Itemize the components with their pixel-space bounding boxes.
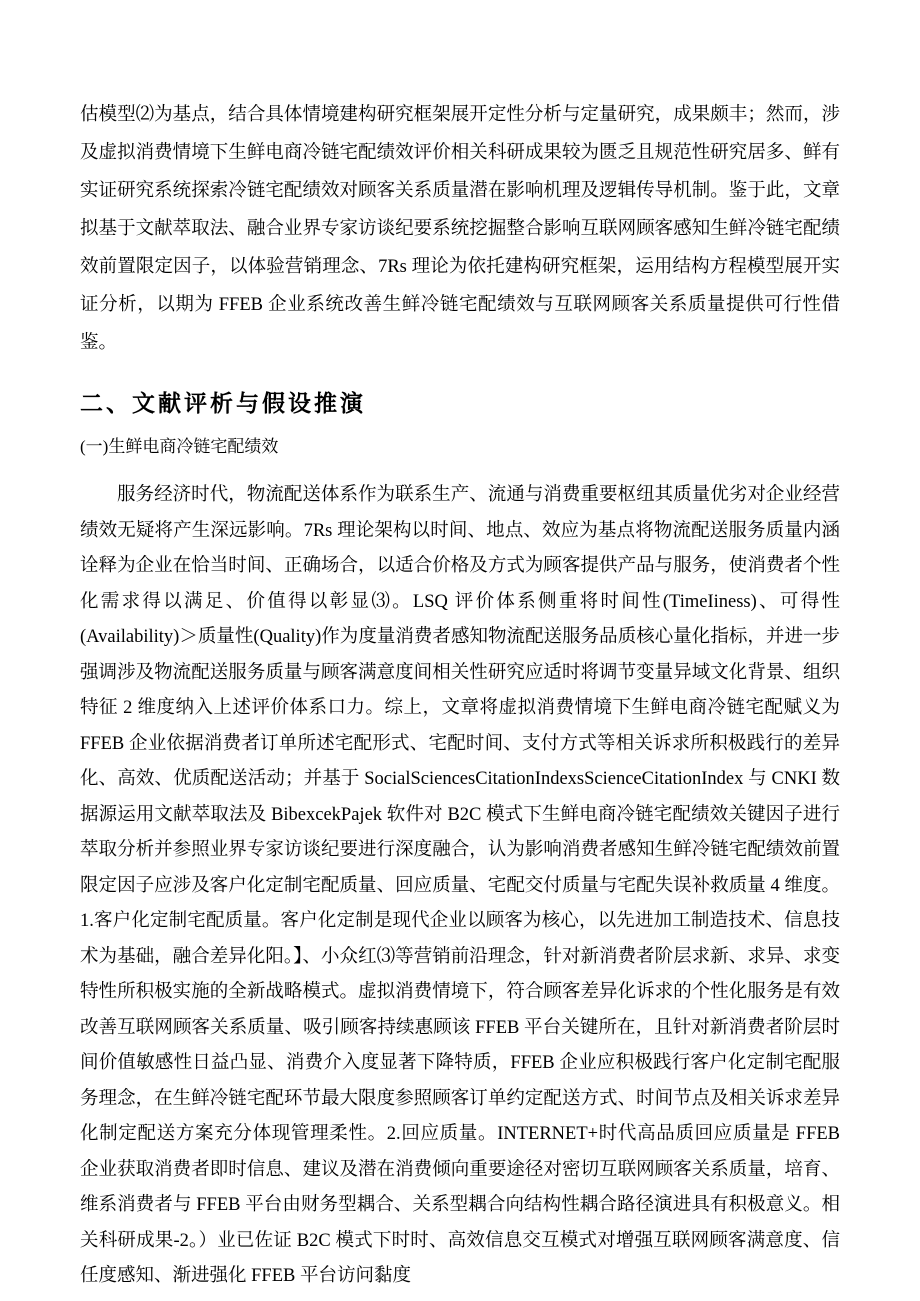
subsection-heading: (一)生鲜电商冷链宅配绩效 [80, 437, 279, 456]
section-heading: 二、文献评析与假设推演 [80, 390, 366, 416]
intro-paragraph: 估模型⑵为基点，结合具体情境建构研究框架展开定性分析与定量研究，成果颇丰；然而，涉及虚拟消费情境下生鲜电商冷链宅配绩效评价相关科研成果较为匮乏且规范性研究居多、鲜有实证研究系统探索冷链宅配绩效对顾客关系质量潜在影响机理及逻辑传导机制。鉴于此，文章拟基于文献萃取法、融合业界专家访谈纪要系统挖掘整合影响互联网顾客感知生鲜冷链宅配绩效前置限定因子，以体验营销理念、7Rs 理论为依托建构研究框架，运用结构方程模型展开实证分析，以期为 FFEB 企业系统改善生鲜冷链宅配绩效与互联网顾客关系质量提供可行性借鉴。 [80, 105, 840, 353]
body-paragraph: 服务经济时代，物流配送体系作为联系生产、流通与消费重要枢纽其质量优劣对企业经营绩效无疑将产生深远影响。7Rs 理论架构以时间、地点、效应为基点将物流配送服务质量内涵诠释为企业在恰当时间、正确场合，以适合价格及方式为顾客提供产品与服务，使消费者个性化需求得以满足、价值得以彰显⑶。LSQ 评价体系侧重将时间性(TimeIiness)、可得性(Availability)＞质量性(Quality)作为度量消费者感知物流配送服务品质核心量化指标，并进一步强调涉及物流配送服务质量与顾客满意度间相关性研究应适时将调节变量异域文化背景、组织特征 2 维度纳入上述评价体系口力。综上，文章将虚拟消费情境下生鲜电商冷链宅配赋义为 FFEB 企业依据消费者订单所述宅配形式、宅配时间、支付方式等相关诉求所积极践行的差异化、高效、优质配送活动；并基于 SocialSciencesCitationIndexsScienceCitationIndex 与 CNKI 数据源运用文献萃取法及 BibexcekPajek 软件对 B2C 模式下生鲜电商冷链宅配绩效关键因子进行萃取分析并参照业界专家访谈纪要进行深度融合，认为影响消费者感知生鲜冷链宅配绩效前置限定因子应涉及客户化定制宅配质量、回应质量、宅配交付质量与宅配失误补救质量 4 维度。1.客户化定制宅配质量。客户化定制是现代企业以顾客为核心，以先进加工制造技术、信息技术为基础，融合差异化阳。】、小众红⑶等营销前沿理念，针对新消费者阶层求新、求异、求变特性所积极实施的全新战略模式。虚拟消费情境下，符合顾客差异化诉求的个性化服务是有效改善互联网顾客关系质量、吸引顾客持续惠顾该 FFEB 平台关键所在，且针对新消费者阶层时间价值敏感性日益凸显、消费介入度显著下降特质，FFEB 企业应积极践行客户化定制宅配服务理念，在生鲜冷链宅配环节最大限度参照顾客订单约定配送方式、时间节点及相关诉求差异化制定配送方案充分体现管理柔性。2.回应质量。INTERNET+时代高品质回应质量是 FFEB 企业获取消费者即时信息、建议及潜在消费倾向重要途径对密切互联网顾客关系质量，培育、维系消费者与 FFEB 平台由财务型耦合、关系型耦合向结构性耦合路径演进具有积极意义。相关科研成果-2。）业已佐证 B2C 模式下时时、高效信息交互模式对增强互联网顾客满意度、信任度感知、渐进强化 FFEB 平台访问黏度 [80, 485, 840, 1286]
